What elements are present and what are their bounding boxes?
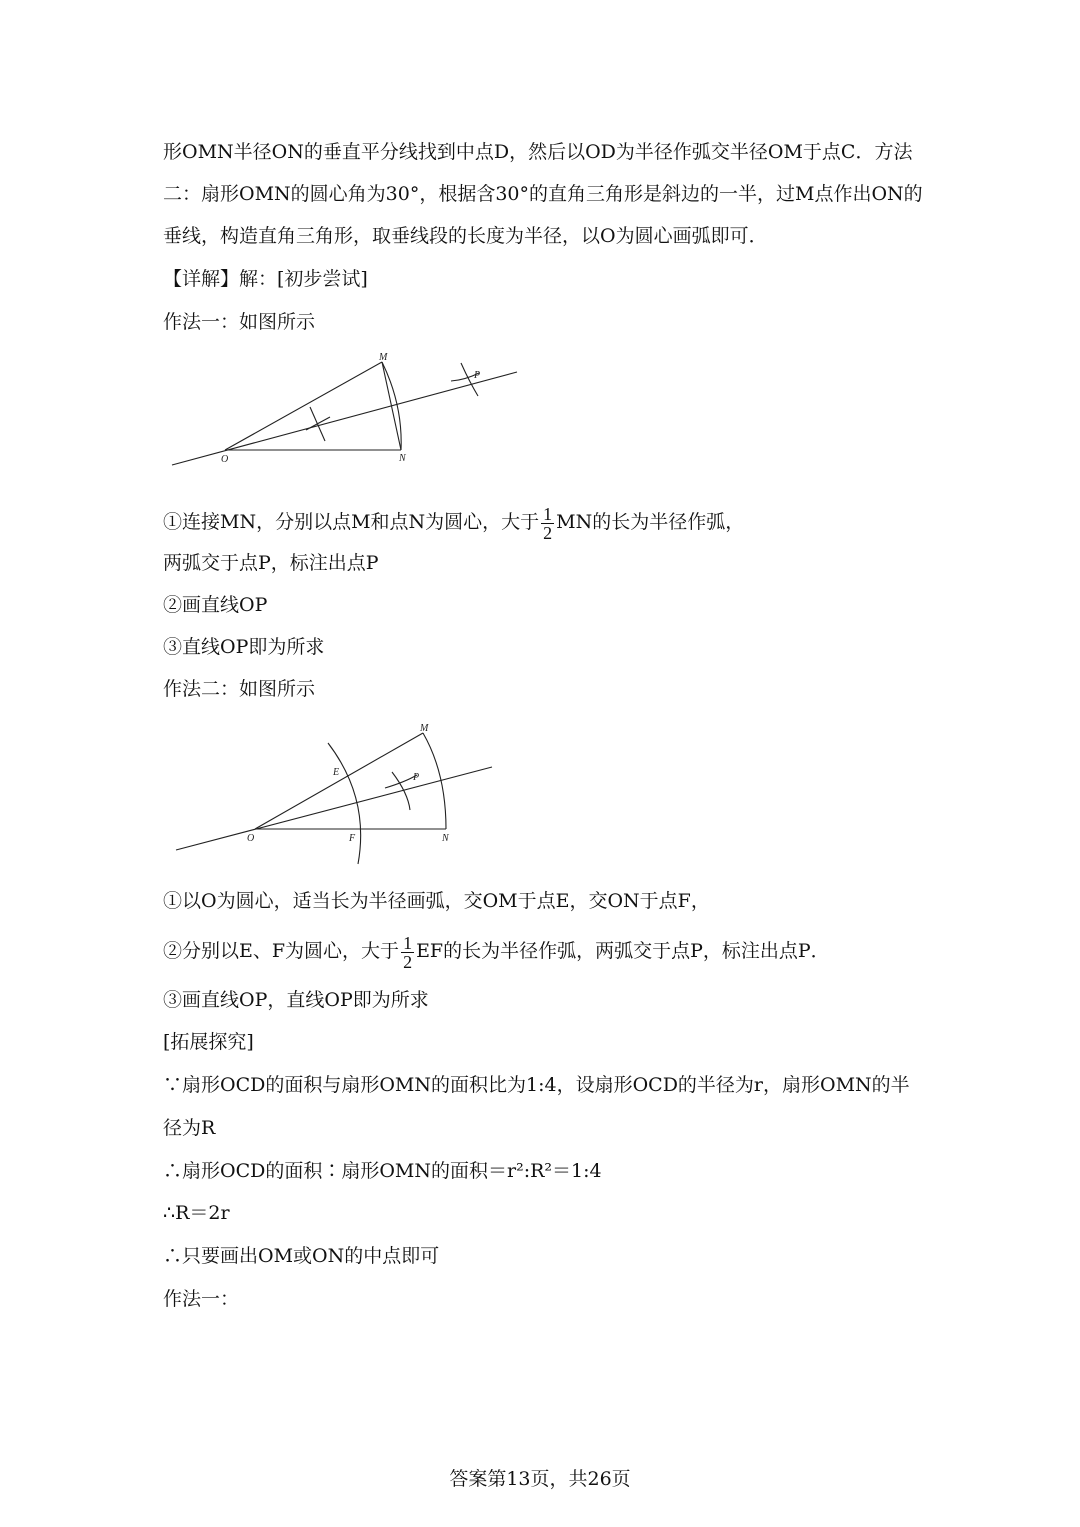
- method2-heading: 作法二：如图所示: [163, 678, 316, 700]
- fraction-denominator: 2: [543, 522, 553, 543]
- detail-heading: 【详解】解：[初步尝试]: [163, 268, 368, 290]
- m2-step-3: ③画直线OP，直线OP即为所求: [163, 989, 429, 1011]
- extend-line-1: ∵扇形OCD的面积与扇形OMN的面积比为1:4，设扇形OCD的半径为r，扇形OMN的半: [163, 1074, 910, 1096]
- page-footer: 答案第13页，共26页: [449, 1468, 631, 1490]
- extend-line-6: 作法一：: [163, 1288, 240, 1310]
- m1-step-1-cont: 两弧交于点P，标注出点P: [163, 552, 379, 574]
- method1-heading: 作法一：如图所示: [163, 311, 316, 333]
- extend-heading: [拓展探究]: [163, 1031, 254, 1053]
- extend-line-5: ∴只要画出OM或ON的中点即可: [163, 1245, 440, 1267]
- line-op: [172, 372, 517, 465]
- fraction-numerator: 1: [403, 932, 413, 953]
- label-n: N: [399, 453, 406, 464]
- label-o: O: [247, 833, 255, 844]
- extend-line-2: 径为R: [163, 1117, 216, 1139]
- fraction-numerator: 1: [543, 503, 553, 524]
- m1-step-1: [163, 500, 744, 544]
- paragraph-line-1: 形OMN半径ON的垂直平分线找到中点D，然后以OD为半径作弧交半径OM于点C．方法: [163, 141, 913, 163]
- fraction-one-half: [541, 505, 554, 542]
- label-m: M: [379, 352, 388, 363]
- m2-step-1: ①以O为圆心，适当长为半径画弧，交OM于点E，交ON于点F，: [163, 890, 710, 912]
- m1-step-3: ③直线OP即为所求: [163, 636, 325, 658]
- label-n: N: [442, 833, 449, 844]
- label-o: O: [221, 454, 229, 465]
- arc-ef: [328, 743, 361, 864]
- label-p: P: [474, 370, 481, 381]
- extend-line-3: ∴扇形OCD的面积∶扇形OMN的面积＝r²:R²＝1:4: [163, 1160, 602, 1182]
- segment-om: [225, 362, 382, 450]
- figure-2-construction: [170, 718, 500, 868]
- figure-1-construction: [165, 345, 525, 475]
- label-e: E: [333, 767, 340, 778]
- m2-step-2: [163, 929, 830, 973]
- label-m: M: [420, 723, 429, 734]
- m1-step-2: ②画直线OP: [163, 594, 268, 616]
- label-p: P: [413, 772, 420, 783]
- m1-step-1-text-a: ①连接MN，分别以点M和点N为圆心，大于: [163, 511, 540, 533]
- m2-step-2-text-b: EF的长为半径作弧，两弧交于点P，标注出点P．: [416, 940, 830, 962]
- fraction-denominator: 2: [403, 951, 413, 972]
- fraction-one-half: [401, 934, 414, 971]
- segment-mn: [382, 362, 401, 450]
- label-f: F: [349, 833, 356, 844]
- paragraph-line-3: 垂线，构造直角三角形，取垂线段的长度为半径，以O为圆心画弧即可．: [163, 225, 768, 247]
- m2-step-2-text-a: ②分别以E、F为圆心，大于: [163, 940, 400, 962]
- m1-step-1-text-b: MN的长为半径作弧，: [556, 511, 745, 533]
- paragraph-line-2: 二：扇形OMN的圆心角为30°，根据含30°的直角三角形是斜边的一半，过M点作出ON的: [163, 183, 923, 205]
- extend-line-4: ∴R＝2r: [163, 1202, 230, 1224]
- arc-mn: [423, 733, 446, 829]
